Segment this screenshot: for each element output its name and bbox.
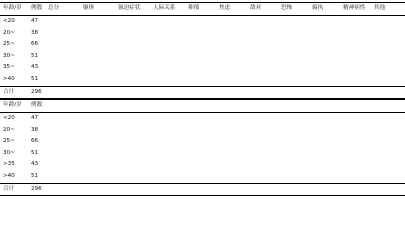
table-cell [373,16,405,28]
column-header: 年龄/岁 [0,3,30,16]
column-header: 焦虑 [218,3,249,16]
table-cell [97,159,147,171]
table-cell [117,28,152,40]
table-cell: >40 [3,172,15,179]
table-cell [47,171,97,183]
column-header: 强迫症状 [117,3,152,16]
table-cell: 66 [31,138,39,145]
column-header [197,100,249,113]
column-header: 恐怖 [280,3,311,16]
table-cell [311,39,342,51]
table-2 [0,99,405,196]
column-header [301,100,353,113]
table-cell [197,125,249,137]
table-cell: <20 [3,18,15,24]
table-cell [280,86,311,99]
table-cell [353,171,405,183]
table-cell [311,62,342,74]
table-cell [249,183,301,196]
table-cell [373,74,405,86]
table-cell [147,125,197,137]
table-cell: <20 [3,115,15,121]
table-cell [311,74,342,86]
table-cell [197,171,249,183]
table-cell [117,74,152,86]
table-cell [353,136,405,148]
table-row [0,62,405,74]
table-cell: 47 [31,18,39,24]
table-row [0,74,405,86]
table-cell [249,86,280,99]
header-row [0,3,405,16]
table-cell: 20~ [3,29,15,36]
table-cell [342,16,373,28]
table-cell: 51 [31,172,39,179]
table-cell [152,62,187,74]
table-cell: 43 [31,161,39,168]
table-cell: 51 [31,52,39,59]
table-cell [218,51,249,63]
table-row [0,51,405,63]
table-cell: 合计 [0,183,30,196]
table-cell [373,28,405,40]
table-cell [47,136,97,148]
table-cell [280,39,311,51]
table-cell [47,16,82,28]
table-row [0,171,405,183]
table-cell [47,125,97,137]
table-cell [187,28,218,40]
table-cell [147,183,197,196]
column-header: 敌对 [249,3,280,16]
table-cell [197,183,249,196]
table-cell [47,51,82,63]
column-header: 偏执 [311,3,342,16]
table-cell [117,39,152,51]
total-row [0,86,405,99]
column-header: 总分 [47,3,82,16]
table-cell [311,86,342,99]
table-cell [197,113,249,125]
table-row [0,39,405,51]
table-cell [47,74,82,86]
column-header [249,100,301,113]
column-header: 其他 [373,3,405,16]
column-header: 精神病性 [342,3,373,16]
table-cell [82,39,117,51]
table-cell: 47 [31,115,39,121]
table-cell [152,86,187,99]
column-header: 人际关系 [152,3,187,16]
table-cell [301,148,353,160]
table-cell: >40 [3,75,15,82]
table-cell [47,113,97,125]
table-cell [187,51,218,63]
table-cell [280,28,311,40]
table-cell [311,28,342,40]
table-cell [342,74,373,86]
table-cell [117,86,152,99]
table-cell [187,16,218,28]
table-cell [117,16,152,28]
table-cell [301,113,353,125]
table-cell [147,171,197,183]
column-header [47,100,97,113]
table-cell: 296 [30,86,47,99]
table-cell [280,74,311,86]
table-cell [187,39,218,51]
table-cell [47,183,97,196]
table-cell [301,136,353,148]
table-cell: 51 [31,149,39,156]
table-cell [373,51,405,63]
table-cell [197,148,249,160]
table-cell: 43 [31,64,39,71]
column-header: 抑郁 [187,3,218,16]
table-row [0,28,405,40]
table-cell: 296 [30,183,47,196]
table-cell [249,136,301,148]
table-cell [373,39,405,51]
table-cell [152,16,187,28]
table-cell [97,125,147,137]
table-cell [187,62,218,74]
table-cell [342,86,373,99]
column-header [353,100,405,113]
table-cell [197,159,249,171]
table-row [0,159,405,171]
table-cell [301,171,353,183]
table-cell [117,62,152,74]
table-cell [47,39,82,51]
table-cell [311,16,342,28]
table-row [0,136,405,148]
table-cell [301,159,353,171]
table-cell: 25~ [3,138,15,145]
table-cell [249,39,280,51]
table-cell [373,86,405,99]
table-cell [249,74,280,86]
table-cell [218,74,249,86]
table-cell [97,148,147,160]
column-header: 躯体 [82,3,117,16]
table-cell [249,16,280,28]
table-cell [147,113,197,125]
table-cell [117,51,152,63]
table-cell [97,171,147,183]
table-cell [218,62,249,74]
table-cell [152,39,187,51]
table-cell [82,51,117,63]
table-cell [342,28,373,40]
table-cell [97,136,147,148]
table-cell [147,159,197,171]
table-cell [280,62,311,74]
table-row [0,16,405,28]
column-header [97,100,147,113]
table-cell: 合计 [0,86,30,99]
header-row [0,100,405,113]
table-cell [82,74,117,86]
table-cell [47,62,82,74]
table-cell [197,136,249,148]
table-cell [47,86,82,99]
table-cell [82,28,117,40]
table-cell [353,183,405,196]
table-cell [353,159,405,171]
table-cell [47,159,97,171]
table-cell [342,51,373,63]
table-cell [47,148,97,160]
table-cell [82,16,117,28]
table-cell: 20~ [3,126,15,133]
table-cell [301,125,353,137]
table-cell [353,113,405,125]
table-cell [218,16,249,28]
table-cell [373,62,405,74]
table-cell: 51 [31,75,39,82]
column-header: 年龄/岁 [0,100,30,113]
table-cell: 30~ [3,52,15,59]
table-cell [311,51,342,63]
table-cell: 25~ [3,41,15,48]
table-cell: 38 [31,126,39,133]
table-cell [249,171,301,183]
table-cell [353,148,405,160]
table-cell [218,86,249,99]
table-cell [342,62,373,74]
table-cell [187,74,218,86]
table-cell: 38 [31,29,39,36]
table-cell [249,51,280,63]
table-cell: 66 [31,41,39,48]
table-cell [147,148,197,160]
table-cell [342,39,373,51]
table-cell [82,62,117,74]
table-cell [280,16,311,28]
table-cell [249,28,280,40]
table-row [0,125,405,137]
table-cell [249,148,301,160]
table-cell [301,183,353,196]
table-cell: >35 [3,161,15,168]
table-cell [152,51,187,63]
table-cell [280,51,311,63]
column-header: 例数 [30,3,47,16]
table-cell [249,159,301,171]
table-cell [187,86,218,99]
table-cell [152,74,187,86]
table-cell: 35~ [3,64,15,71]
table-cell [47,28,82,40]
table-1 [0,2,405,99]
table-cell [97,183,147,196]
table-cell: 30~ [3,149,15,156]
table-cell [218,39,249,51]
table-row [0,113,405,125]
table-cell [249,62,280,74]
table-cell [147,136,197,148]
table-cell [353,125,405,137]
table-cell [249,125,301,137]
table-cell [97,113,147,125]
column-header [147,100,197,113]
table-cell [82,86,117,99]
column-header: 例数 [30,100,47,113]
table-cell [249,113,301,125]
total-row [0,183,405,196]
table-cell [218,28,249,40]
table-row [0,148,405,160]
table-cell [152,28,187,40]
